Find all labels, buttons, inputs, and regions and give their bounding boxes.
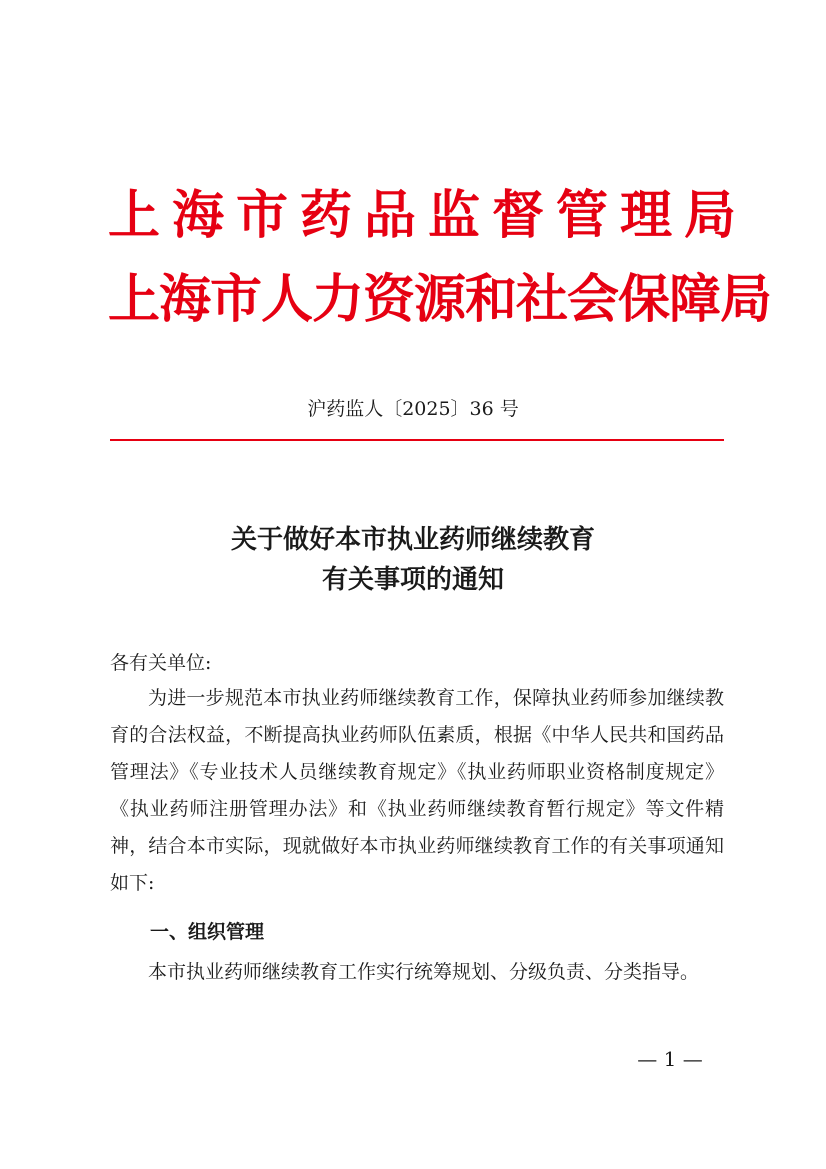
salutation: 各有关单位:: [110, 652, 212, 674]
section-heading-1: 一、组织管理: [150, 921, 265, 943]
body-paragraph-2: 本市执业药师继续教育工作实行统筹规划、分级负责、分类指导。: [148, 961, 700, 983]
body-paragraph-1: 为进一步规范本市执业药师继续教育工作，保障执业药师参加继续教育的合法权益，不断提高执业药师队伍素质，根据《中华人民共和国药品管理法》《专业技术人员继续教育规定》《执业药师职业资格制度规定》《执业药师注册管理办法》和《执业药师继续教育暂行规定》等文件精神，结合本市实际，现就做好本市执业药师继续教育工作的有关事项通知如下:: [110, 687, 724, 894]
issuing-authority-1: 上海市药品监督管理局: [108, 185, 749, 246]
page-number: — 1 —: [637, 1047, 703, 1071]
red-divider: [110, 439, 724, 441]
document-title-line-2: 有关事项的通知: [321, 565, 504, 595]
document-title-line-1: 关于做好本市执业药师继续教育: [230, 525, 595, 555]
document-number: 沪药监人〔2025〕36 号: [307, 398, 519, 420]
issuing-authority-2: 上海市人力资源和社会保障局: [108, 269, 772, 330]
